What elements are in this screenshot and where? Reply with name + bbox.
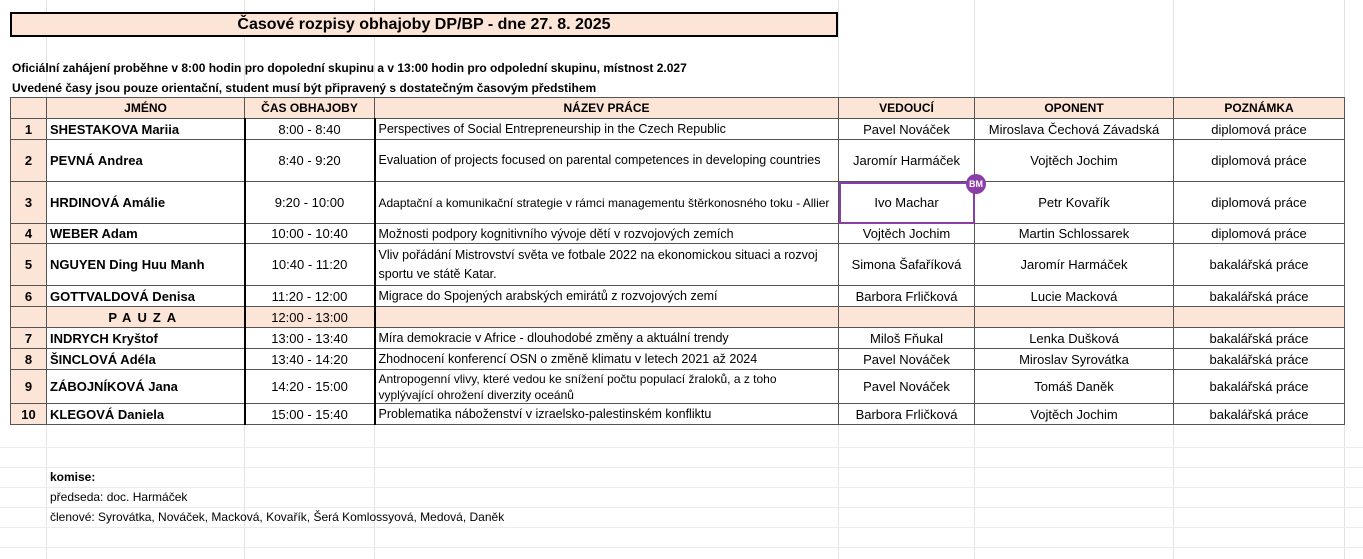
- opponent[interactable]: Tomáš Daněk: [975, 370, 1174, 404]
- row-number[interactable]: 4: [11, 224, 47, 244]
- row-number[interactable]: 2: [11, 140, 47, 182]
- header-opponent[interactable]: OPONENT: [975, 98, 1174, 119]
- thesis-type[interactable]: diplomová práce: [1174, 182, 1345, 224]
- supervisor[interactable]: Barbora Frličková: [839, 286, 975, 307]
- header-row: [11, 98, 1345, 119]
- row-number[interactable]: 1: [11, 119, 47, 140]
- table-row: [11, 349, 1345, 370]
- table-row: [11, 328, 1345, 349]
- header-no[interactable]: [11, 98, 47, 119]
- committee-members[interactable]: členové: Syrovátka, Nováček, Macková, Kovařík, Šerá Komlossyová, Medová, Daněk: [50, 510, 505, 524]
- student-name[interactable]: INDRYCH Kryštof: [47, 328, 245, 349]
- thesis-type[interactable]: diplomová práce: [1174, 224, 1345, 244]
- thesis-title[interactable]: Evaluation of projects focused on parental competences in developing countries: [375, 140, 839, 182]
- thesis-title[interactable]: Antropogenní vlivy, které vedou ke snížení počtu populací žraloků, a z toho vyplývající ohrožení diverzity oceánů: [375, 370, 839, 404]
- thesis-title[interactable]: Zhodnocení konferencí OSN o změně klimatu v letech 2021 až 2024: [375, 349, 839, 370]
- header-note[interactable]: POZNÁMKA: [1174, 98, 1345, 119]
- supervisor[interactable]: Simona Šafaříková: [839, 244, 975, 286]
- header-supervisor[interactable]: VEDOUCÍ: [839, 98, 975, 119]
- thesis-type[interactable]: bakalářská práce: [1174, 349, 1345, 370]
- page-title[interactable]: Časové rozpisy obhajoby DP/BP - dne 27. 8. 2025: [10, 12, 838, 37]
- grid-line: [0, 507, 1363, 508]
- opponent[interactable]: Miroslava Čechová Závadská: [975, 119, 1174, 140]
- student-name[interactable]: ZÁBOJNÍKOVÁ Jana: [47, 370, 245, 404]
- supervisor-selected-cell[interactable]: Ivo Machar: [839, 182, 975, 224]
- pause-empty-cell[interactable]: [11, 307, 47, 328]
- defense-time[interactable]: 11:20 - 12:00: [245, 286, 375, 307]
- student-name[interactable]: KLEGOVÁ Daniela: [47, 404, 245, 425]
- supervisor[interactable]: Barbora Frličková: [839, 404, 975, 425]
- opponent[interactable]: Vojtěch Jochim: [975, 404, 1174, 425]
- table-row: [11, 119, 1345, 140]
- pause-empty-cell[interactable]: [975, 307, 1174, 328]
- thesis-title[interactable]: Problematika náboženství v izraelsko-palestinském konfliktu: [375, 404, 839, 425]
- thesis-title[interactable]: Vliv pořádání Mistrovství světa ve fotbale 2022 na ekonomickou situaci a rozvoj sportu ve státě Katar.: [375, 244, 839, 286]
- opponent[interactable]: Vojtěch Jochim: [975, 140, 1174, 182]
- thesis-title[interactable]: Míra demokracie v Africe - dlouhodobé změny a aktuální trendy: [375, 328, 839, 349]
- table-row: [11, 244, 1345, 286]
- table-row: [11, 370, 1345, 404]
- thesis-type[interactable]: bakalářská práce: [1174, 244, 1345, 286]
- defense-time[interactable]: 10:00 - 10:40: [245, 224, 375, 244]
- row-number[interactable]: 6: [11, 286, 47, 307]
- table-row: [11, 286, 1345, 307]
- opponent[interactable]: Lenka Dušková: [975, 328, 1174, 349]
- row-number[interactable]: 7: [11, 328, 47, 349]
- opponent[interactable]: Lucie Macková: [975, 286, 1174, 307]
- defense-time[interactable]: 8:00 - 8:40: [245, 119, 375, 140]
- committee-heading[interactable]: komise:: [50, 470, 96, 484]
- student-name[interactable]: SHESTAKOVA Mariia: [47, 119, 245, 140]
- header-time[interactable]: ČAS OBHAJOBY: [245, 98, 375, 119]
- thesis-title[interactable]: Perspectives of Social Entrepreneurship in the Czech Republic: [375, 119, 839, 140]
- defense-time[interactable]: 13:40 - 14:20: [245, 349, 375, 370]
- collaborator-badge[interactable]: BM: [966, 174, 986, 194]
- supervisor[interactable]: Miloš Fňukal: [839, 328, 975, 349]
- opponent[interactable]: Jaromír Harmáček: [975, 244, 1174, 286]
- row-number[interactable]: 8: [11, 349, 47, 370]
- opening-note[interactable]: Oficiální zahájení proběhne v 8:00 hodin pro dopolední skupinu a v 13:00 hodin pro odpolední skupinu, místnost 2.027: [12, 61, 687, 75]
- defense-time[interactable]: 13:00 - 13:40: [245, 328, 375, 349]
- grid-line: [0, 447, 1363, 448]
- thesis-type[interactable]: bakalářská práce: [1174, 370, 1345, 404]
- header-name[interactable]: JMÉNO: [47, 98, 245, 119]
- thesis-title[interactable]: Adaptační a komunikační strategie v rámci managementu štěrkonosného toku - Allier: [375, 182, 839, 224]
- pause-row: [11, 307, 1345, 328]
- defense-time[interactable]: 15:00 - 15:40: [245, 404, 375, 425]
- pause-empty-cell[interactable]: [1174, 307, 1345, 328]
- row-number[interactable]: 9: [11, 370, 47, 404]
- student-name[interactable]: HRDINOVÁ Amálie: [47, 182, 245, 224]
- thesis-type[interactable]: bakalářská práce: [1174, 404, 1345, 425]
- timing-note[interactable]: Uvedené časy jsou pouze orientační, student musí být připravený s dostatečným časovým předstihem: [12, 81, 597, 95]
- row-number[interactable]: 3: [11, 182, 47, 224]
- grid-line: [0, 527, 1363, 528]
- grid-line: [0, 467, 1363, 468]
- table-row: [11, 140, 1345, 182]
- student-name[interactable]: NGUYEN Ding Huu Manh: [47, 244, 245, 286]
- table-row: [11, 182, 1345, 224]
- committee-chair[interactable]: předseda: doc. Harmáček: [50, 490, 188, 504]
- defense-time[interactable]: 14:20 - 15:00: [245, 370, 375, 404]
- table-row: [11, 404, 1345, 425]
- supervisor[interactable]: Jaromír Harmáček: [839, 140, 975, 182]
- thesis-title[interactable]: Migrace do Spojených arabských emirátů z rozvojových zemí: [375, 286, 839, 307]
- grid-line: [0, 487, 1363, 488]
- pause-empty-cell[interactable]: [839, 307, 975, 328]
- pause-label[interactable]: PAUZA: [47, 307, 245, 328]
- defense-time[interactable]: 8:40 - 9:20: [245, 140, 375, 182]
- student-name[interactable]: ŠINCLOVÁ Adéla: [47, 349, 245, 370]
- student-name[interactable]: GOTTVALDOVÁ Denisa: [47, 286, 245, 307]
- row-number[interactable]: 5: [11, 244, 47, 286]
- opponent[interactable]: Miroslav Syrovátka: [975, 349, 1174, 370]
- defense-time[interactable]: 10:40 - 11:20: [245, 244, 375, 286]
- student-name[interactable]: WEBER Adam: [47, 224, 245, 244]
- opponent[interactable]: Martin Schlossarek: [975, 224, 1174, 244]
- schedule-table: [10, 97, 1345, 425]
- pause-empty-cell[interactable]: [375, 307, 839, 328]
- supervisor[interactable]: Pavel Nováček: [839, 370, 975, 404]
- opponent[interactable]: Petr Kovařík: [975, 182, 1174, 224]
- thesis-title[interactable]: Možnosti podpory kognitivního vývoje dětí v rozvojových zemích: [375, 224, 839, 244]
- thesis-type[interactable]: diplomová práce: [1174, 119, 1345, 140]
- supervisor[interactable]: Pavel Nováček: [839, 119, 975, 140]
- grid-line: [0, 547, 1363, 548]
- student-name[interactable]: PEVNÁ Andrea: [47, 140, 245, 182]
- row-number[interactable]: 10: [11, 404, 47, 425]
- thesis-type[interactable]: diplomová práce: [1174, 140, 1345, 182]
- header-title[interactable]: NÁZEV PRÁCE: [375, 98, 839, 119]
- thesis-type[interactable]: bakalářská práce: [1174, 286, 1345, 307]
- thesis-type[interactable]: bakalářská práce: [1174, 328, 1345, 349]
- defense-time[interactable]: 9:20 - 10:00: [245, 182, 375, 224]
- supervisor[interactable]: Pavel Nováček: [839, 349, 975, 370]
- table-row: [11, 224, 1345, 244]
- pause-time[interactable]: 12:00 - 13:00: [245, 307, 375, 328]
- supervisor[interactable]: Vojtěch Jochim: [839, 224, 975, 244]
